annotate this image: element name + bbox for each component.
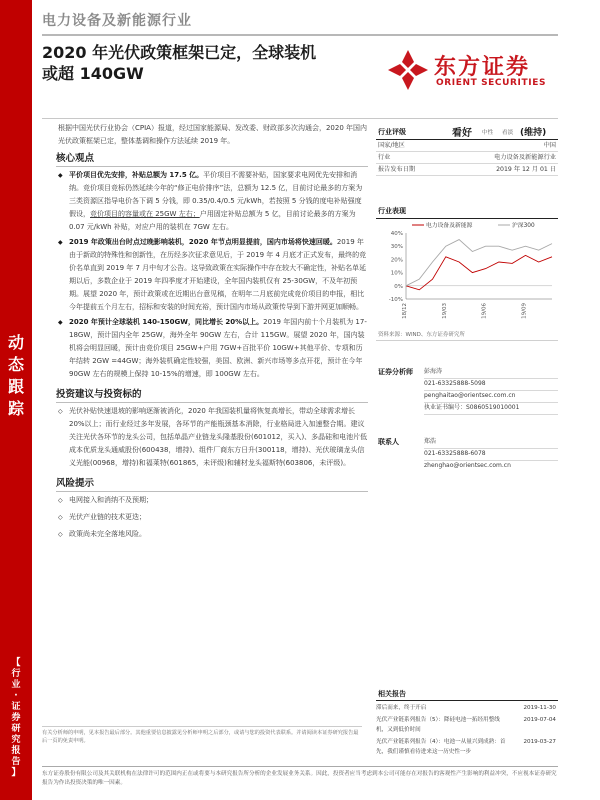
investment-text: 光伏补贴快速退坡的影响逐渐被消化，2020 年我国装机量将恢复高增长，带动全球需求增长 20%以上；而行业经过多年发展，各环节的产能瓶颈基本消除，行业格局进入加速整合期。建议关注光伏各环节的龙头公司，包括单晶产业链龙头隆基股份(601012，买入)、多晶硅和电池片低成本优质龙头通威股份(600438，增持)、组件厂商东方日升(300118，增持)、光伏玻璃龙头信义光能(00968，增持)和福莱特(601865，未评级)和辅材龙头福斯特(603806，未评级)。	[69, 407, 368, 467]
sidebar-char: 踪	[7, 399, 24, 418]
core-view-text: 平价项目不需要补贴，国家要求电网优先安排和消纳。竞价项目竞标仍然延续今年的“修正电价排序”法，总额为 12.5 亿，目前讨论最多的方案为三类资源区指导电价各下调 5 分钱，即 0.35/0.4/0.5 元/kWh，若按照 5 分钱的度电补贴强度假设，	[69, 171, 363, 218]
related-item-date: 2019-11-30	[523, 705, 556, 711]
related-item-text: 光伏产业链系列报告（4）：电池一从量兴到成熟：首先，我们谨慎看待进来这一历史性一步	[376, 739, 506, 755]
analyst-divider	[424, 378, 558, 379]
info-key: 行业	[378, 154, 391, 161]
contact-email[interactable]: zhenghao@orientsec.com.cn	[424, 462, 511, 469]
sidebar-sub-char: 【	[11, 658, 21, 668]
sidebar-sub-char: 告	[11, 757, 21, 767]
sidebar-sub-char: ·	[14, 691, 18, 701]
contact-name: 郑浩	[424, 438, 437, 445]
risk-item: ◇ 光伏产业链的技术更迭；	[58, 511, 368, 524]
core-views-title: 核心观点	[56, 153, 95, 164]
related-item-text: 滞后而来，终于开启	[376, 705, 427, 711]
related-item-date: 2019-03-27	[523, 739, 556, 745]
related-title: 相关报告	[376, 688, 558, 701]
related-item-date: 2019-07-04	[523, 717, 556, 723]
risk-item: ◇ 电网接入和消纳不及预期；	[58, 494, 368, 507]
performance-chart	[376, 219, 558, 319]
orient-securities-logo	[386, 48, 566, 98]
analyst-divider	[424, 414, 558, 415]
x-tick-label: 19/06	[481, 303, 488, 319]
x-tick-label: 18/12	[402, 303, 408, 319]
info-row-date	[376, 164, 558, 176]
contact-role: 联系人	[378, 438, 399, 446]
contact-details	[424, 436, 511, 472]
info-key: 报告发布日期	[378, 166, 416, 173]
sidebar-char: 动	[7, 333, 24, 352]
sidebar-sub-char: 】	[11, 768, 21, 778]
info-row-region	[376, 140, 558, 152]
series-line-0	[406, 255, 552, 289]
y-tick-label: 10%	[390, 270, 403, 277]
report-title-line1: 2020 年光伏政策框架已定，全球装机	[42, 43, 317, 62]
sidebar	[0, 0, 32, 800]
logo-text-cn: 东方证券	[434, 55, 531, 80]
sidebar-sub-char: 券	[11, 713, 21, 723]
rating-row	[376, 122, 558, 140]
logo-mark-icon	[386, 48, 430, 92]
core-view-text: 2019 年国内前十个月装机为 17-18GW，预计国内全年 25GW，海外全年 90GW 左右，合计 115GW。展望 2020 年，国内装机将会明显回暖，预计由竞价项目 25GW+户用 7GW+百批平价 10GW+其他平价、专项和历年结转 2GW =44GW；海外装机确定性较强，美国、欧洲、新兴市场等多点开花，预计在今年 90GW 左右的规模上保持 10-15%的增速，即 100GW 左右。	[69, 318, 367, 378]
series-line-1	[406, 240, 552, 286]
core-view-lead: 2020 年预计全球装机 140-150GW，同比增长 20%以上。	[69, 318, 264, 326]
legend-label-index: 沪深300	[512, 223, 535, 229]
core-view-lead: 2019 年政策出台时点过晚影响装机，2020 年节点明显提前，国内市场将快速回暖。	[69, 238, 337, 246]
analyst-name: 彭海涛	[424, 368, 443, 375]
related-item[interactable]	[376, 715, 558, 735]
header-underline	[42, 118, 558, 119]
related-reports	[376, 688, 558, 759]
y-tick-label: -10%	[388, 297, 403, 303]
info-value: 中国	[543, 142, 556, 149]
x-tick-label: 19/09	[521, 303, 528, 319]
core-view-lead: 平价项目优先安排，补贴总额为 17.5 亿。	[69, 171, 204, 179]
core-view-item	[58, 316, 368, 381]
core-view-item	[58, 169, 368, 234]
disclaimer: 有关分析师的申明，见本报告最后部分。其他重要信息披露见分析师申明之后部分，或请与您的投资代表联系。并请阅读本证券研究报告最后一页的免责申明。	[42, 726, 362, 745]
sidebar-char: 态	[7, 355, 24, 374]
main-content	[58, 122, 368, 545]
x-tick-label: 19/03	[441, 303, 448, 319]
info-row-industry	[376, 152, 558, 164]
rating-change: (维持)	[520, 128, 547, 138]
contact-divider	[424, 448, 558, 449]
sidebar-main-label	[0, 332, 32, 420]
chart-source: 资料来源：WIND、东方证券研究所	[378, 332, 465, 338]
sidebar-sub-char: 证	[11, 702, 21, 712]
analyst-divider	[424, 402, 558, 403]
info-value: 电力设备及新能源行业	[494, 154, 556, 161]
y-tick-label: 20%	[390, 257, 403, 264]
y-tick-label: 30%	[390, 244, 403, 251]
sidebar-sub-char: 报	[11, 746, 21, 756]
rating-option-neutral: 中性	[482, 130, 494, 136]
right-panel	[376, 122, 558, 176]
legend-label-sector: 电力设备及新能源	[426, 223, 473, 229]
core-views-header	[56, 152, 368, 167]
investment-header	[56, 388, 368, 403]
sidebar-sub-char: 行	[11, 669, 21, 679]
sidebar-sub-char: 究	[11, 735, 21, 745]
sidebar-sub-label	[0, 658, 32, 779]
investment-item	[58, 405, 368, 470]
y-tick-label: 40%	[390, 231, 403, 237]
chart-title: 行业表现	[376, 205, 558, 219]
chart-rule	[376, 340, 558, 341]
info-value: 2019 年 12 月 01 日	[496, 166, 556, 173]
related-item[interactable]	[376, 737, 558, 757]
rating-label: 行业评级	[378, 128, 406, 136]
analyst-divider	[424, 390, 558, 391]
contact-divider	[424, 460, 558, 461]
report-title-line2: 或超 140GW	[42, 64, 144, 83]
sidebar-sub-char: 业	[11, 680, 21, 690]
investment-title: 投资建议与投资标的	[56, 389, 142, 400]
y-tick-label: 0%	[394, 283, 403, 290]
risk-header	[56, 477, 368, 492]
footer-note: 东方证券股份有限公司及其关联机构在法律许可的范围内正在或将要与本研究报告所分析的企业发展业务关系。因此，投资者应当考虑到本公司可能存在对报告的客观性产生影响的利益冲突，不应视本证券研究报告为作出投资决策的唯一因素。	[42, 766, 558, 788]
intro-paragraph: 根据中国光伏行业协会（CPIA）报道，经过国家能源局、发改委、财政部多次沟通会，2020 年国内光伏政策框架已定，整体基调和操作方法延续 2019 年。	[58, 124, 368, 145]
info-key: 国家/地区	[378, 142, 405, 149]
risk-item: ◇ 政策尚未完全落地风险。	[58, 528, 368, 541]
report-sector: 电力设备及新能源行业	[42, 13, 192, 29]
core-view-item	[58, 236, 368, 314]
report-title	[42, 42, 362, 84]
rating-option-bearish: 看淡	[502, 130, 514, 136]
analyst-email[interactable]: penghaitao@orientsec.com.cn	[424, 392, 516, 399]
contact-phone: 021-63325888-6078	[424, 450, 486, 457]
rating-value: 看好	[452, 128, 472, 139]
core-view-text: 户用固定补贴总额为 5 亿，目前讨论最多的方案为 0.07 元/kWh 补贴，对应户用的装机在 7GW 左右。	[69, 210, 356, 231]
analyst-role: 证券分析师	[378, 368, 413, 376]
core-view-text: 2019 年由于新政的特殊性和创新性，在历经多次征求意见后，于 2019 年 4 月底才正式发布，最终的竞价名单直到 2019 年 7 月中旬才公告。这导致政策在实际操作中存在较大不确定性，补贴名单延期以后，多数企业于 2019 年四季度才开始建设，全年国内装机仅有 25-30GW，不及年初预期。展望 2020 年，预计政策或在近期出台意见稿，在明年二月底前完成竞价项目的申报，相比今年提前五个月左右，招标和安装的时间充裕，预计国内市场从政策传导到下游并网更加顺畅。	[69, 238, 367, 311]
related-item[interactable]	[376, 703, 558, 713]
risk-title: 风险提示	[56, 478, 95, 489]
analyst-cert: 执业证书编号：S0860519010001	[424, 404, 520, 411]
logo-text-en: ORIENT SECURITIES	[436, 78, 547, 88]
related-item-text: 光伏产业链系列报告（5）：降硅电池一拓经用整线机，又到低价时间	[376, 717, 500, 733]
header-rule	[42, 34, 558, 36]
sidebar-sub-char: 研	[11, 724, 21, 734]
core-view-underlined: 竞价项目的容量或在 25GW 左右；	[90, 210, 200, 218]
sidebar-char: 跟	[7, 377, 24, 396]
analyst-phone: 021-63325888-5098	[424, 380, 486, 387]
